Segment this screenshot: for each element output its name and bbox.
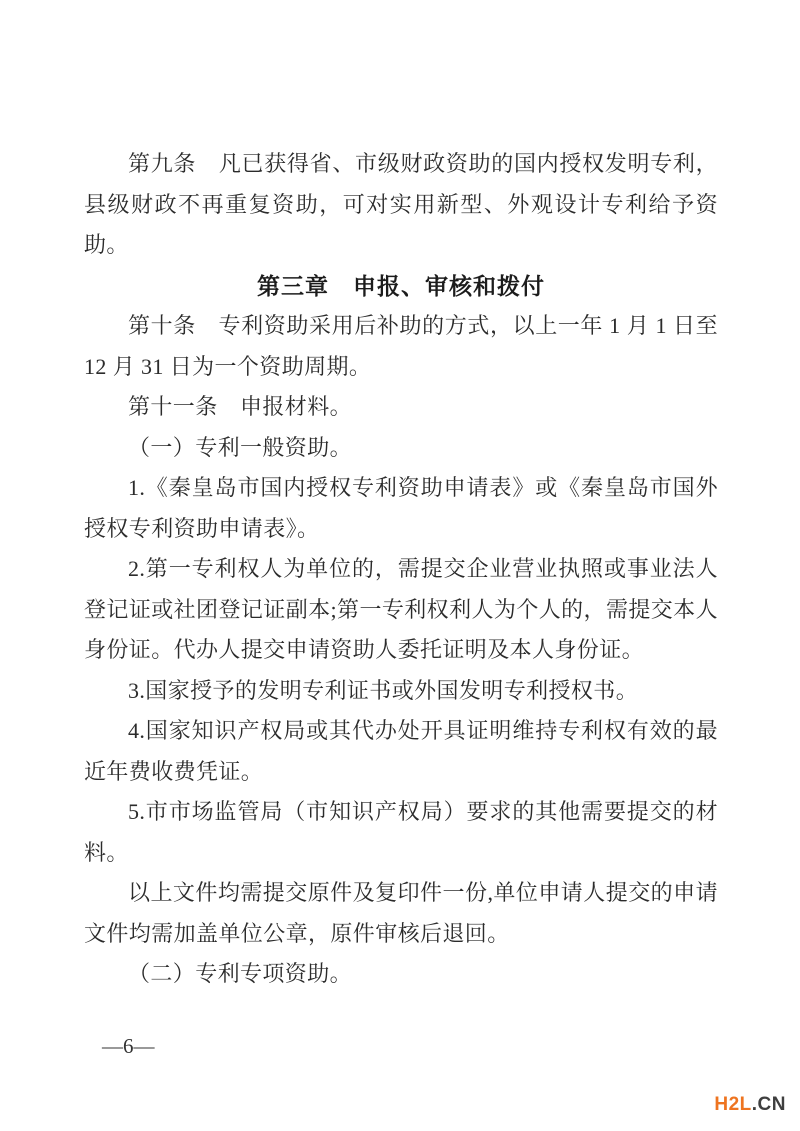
- paragraph-section-2: （二）专利专项资助。: [128, 961, 353, 986]
- paragraph-article-10: 第十条 专利资助采用后补助的方式，以上一年 1 月 1 日至 12 月 31 日为一个资助周期。: [84, 313, 718, 379]
- chapter-heading: 第三章 申报、审核和拨付: [257, 272, 545, 299]
- paragraph-item-4: 4.国家知识产权局或其代办处开具证明维持专利权有效的最近年费收费凭证。: [84, 718, 718, 784]
- paragraph-item-5: 5.市市场监管局（市知识产权局）要求的其他需要提交的材料。: [84, 799, 718, 865]
- paragraph-item-2: 2.第一专利权人为单位的，需提交企业营业执照或事业法人登记证或社团登记证副本;第一专利权利人为个人的，需提交本人身份证。代办人提交申请资助人委托证明及本人身份证。: [84, 556, 718, 662]
- paragraph-section-1: （一）专利一般资助。: [128, 434, 353, 460]
- paragraph-item-1: 1.《秦皇岛市国内授权专利资助申请表》或《秦皇岛市国外授权专利资助申请表》。: [84, 475, 718, 541]
- page-number: —6—: [102, 1034, 155, 1058]
- watermark-domain-text: .CN: [751, 1094, 786, 1115]
- paragraph-article-11: 第十一条 申报材料。: [128, 394, 353, 419]
- paragraph-item-3: 3.国家授予的发明专利证书或外国发明专利授权书。: [128, 677, 639, 703]
- paragraph-article-9: 第九条 凡已获得省、市级财政资助的国内授权发明专利，县级财政不再重复资助，可对实用新型、外观设计专利给予资助。: [84, 151, 718, 257]
- paragraph-submission-note: 以上文件均需提交原件及复印件一份,单位申请人提交的申请文件均需加盖单位公章，原件审核后退回。: [84, 880, 718, 946]
- document-body: [84, 144, 718, 995]
- h2l-cn-watermark-logo: [714, 1094, 786, 1116]
- watermark-brand-text: H2L: [714, 1094, 752, 1115]
